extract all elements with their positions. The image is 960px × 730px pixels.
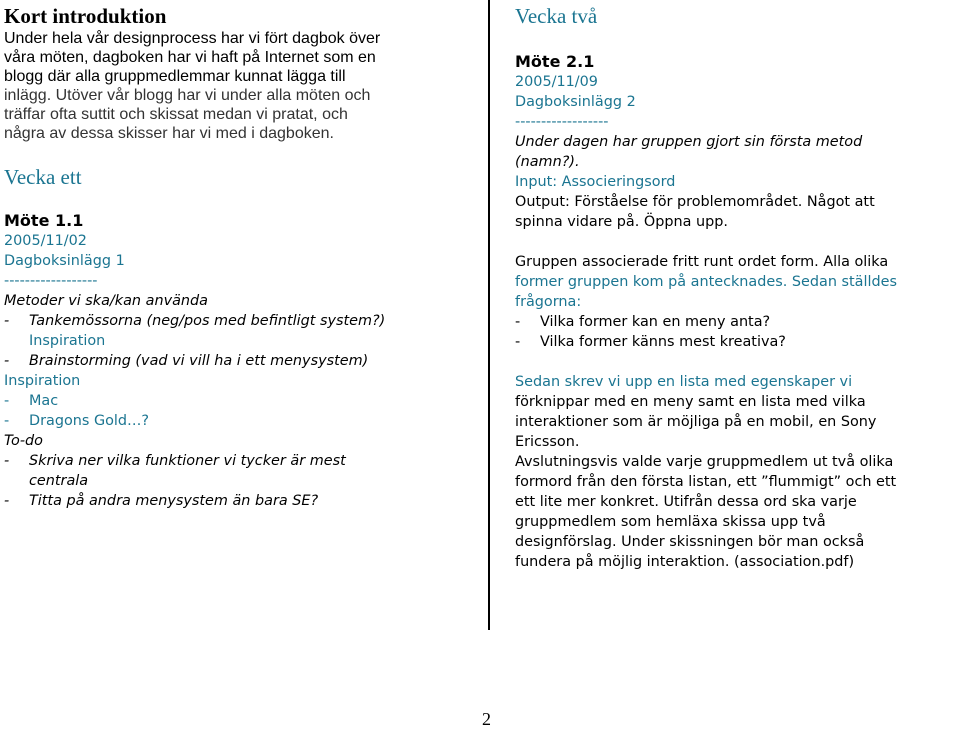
week-two-heading: Vecka två: [515, 4, 598, 28]
right-column: [515, 0, 955, 572]
paragraph-line: gruppmedlem som hemläxa skissa upp två: [515, 514, 826, 530]
page-number: 2: [482, 709, 491, 729]
paragraph-line: Avslutningsvis valde varje gruppmedlem ut två olika: [515, 454, 894, 470]
entry-label: Dagboksinlägg 1: [4, 253, 125, 269]
intro-heading: Kort introduktion: [4, 4, 167, 28]
entry-date: 2005/11/09: [515, 74, 598, 90]
intro-line: träffar ofta suttit och skissat medan vi pratat, och: [4, 106, 348, 123]
meeting-title: Möte 2.1: [515, 52, 595, 71]
intro-line: våra möten, dagboken har vi haft på Internet som en: [4, 49, 376, 66]
intro-line: blogg där alla gruppmedlemmar kunnat lägga till: [4, 68, 346, 85]
paragraph-line: designförslag. Under skissningen bör man också: [515, 534, 865, 550]
week-one-heading: Vecka ett: [4, 165, 82, 189]
todo-item: - Skriva ner vilka funktioner vi tycker är mest: [4, 453, 346, 469]
paragraph-line: (namn?).: [515, 154, 580, 170]
paragraph-line: interaktioner som är möjliga på en mobil, en Sony: [515, 414, 877, 430]
meeting-entry-1: [4, 211, 480, 511]
paragraph-line: Gruppen associerade fritt runt ordet form. Alla olika: [515, 254, 889, 270]
paragraph-line: frågorna:: [515, 294, 582, 310]
inspiration-label: Inspiration: [4, 373, 81, 389]
intro-paragraph: [4, 29, 480, 143]
paragraph-line: formord från den första listan, ett ”flummigt” och ett: [515, 474, 897, 490]
paragraph-line: Ericsson.: [515, 434, 580, 450]
intro-line: inlägg. Utöver vår blogg har vi under alla möten och: [4, 87, 371, 104]
left-column: [4, 0, 480, 511]
column-divider: [488, 0, 490, 630]
question-item: - Vilka former kan en meny anta?: [515, 314, 771, 330]
entry-label: Dagboksinlägg 2: [515, 94, 636, 110]
separator: ------------------: [4, 273, 98, 289]
output-line: Output: Förståelse för problemområdet. Något att: [515, 194, 875, 210]
todo-item-continuation: centrala: [29, 473, 89, 489]
paragraph-line: Under dagen har gruppen gjort sin första metod: [515, 134, 863, 150]
question-item: - Vilka former känns mest kreativa?: [515, 334, 786, 350]
input-line: Input: Associeringsord: [515, 174, 676, 190]
method-item: - Tankemössorna (neg/pos med befintligt system?): [4, 313, 386, 329]
methods-heading: Metoder vi ska/kan använda: [4, 293, 208, 309]
paragraph-line: Sedan skrev vi upp en lista med egenskaper vi: [515, 374, 853, 390]
todo-item: - Titta på andra menysystem än bara SE?: [4, 493, 319, 509]
separator: ------------------: [515, 114, 609, 130]
meeting-entry-2: [515, 52, 955, 572]
intro-line: några av dessa skisser har vi med i dagboken.: [4, 125, 334, 142]
inspiration-item: - Dragons Gold…?: [4, 413, 150, 429]
meeting-title: Möte 1.1: [4, 211, 84, 230]
inspiration-label: Inspiration: [29, 333, 106, 349]
todo-heading: To-do: [4, 433, 43, 449]
method-item: - Brainstorming (vad vi vill ha i ett menysystem): [4, 353, 369, 369]
output-line: spinna vidare på. Öppna upp.: [515, 214, 728, 230]
entry-date: 2005/11/02: [4, 233, 87, 249]
inspiration-item: - Mac: [4, 393, 59, 409]
paragraph-line: former gruppen kom på antecknades. Sedan ställdes: [515, 274, 897, 290]
paragraph-line: fundera på möjlig interaktion. (association.pdf): [515, 554, 855, 570]
paragraph-line: förknippar med en meny samt en lista med vilka: [515, 394, 866, 410]
intro-line: Under hela vår designprocess har vi fört dagbok över: [4, 30, 381, 47]
paragraph-line: ett lite mer konkret. Utifrån dessa ord ska varje: [515, 494, 857, 510]
